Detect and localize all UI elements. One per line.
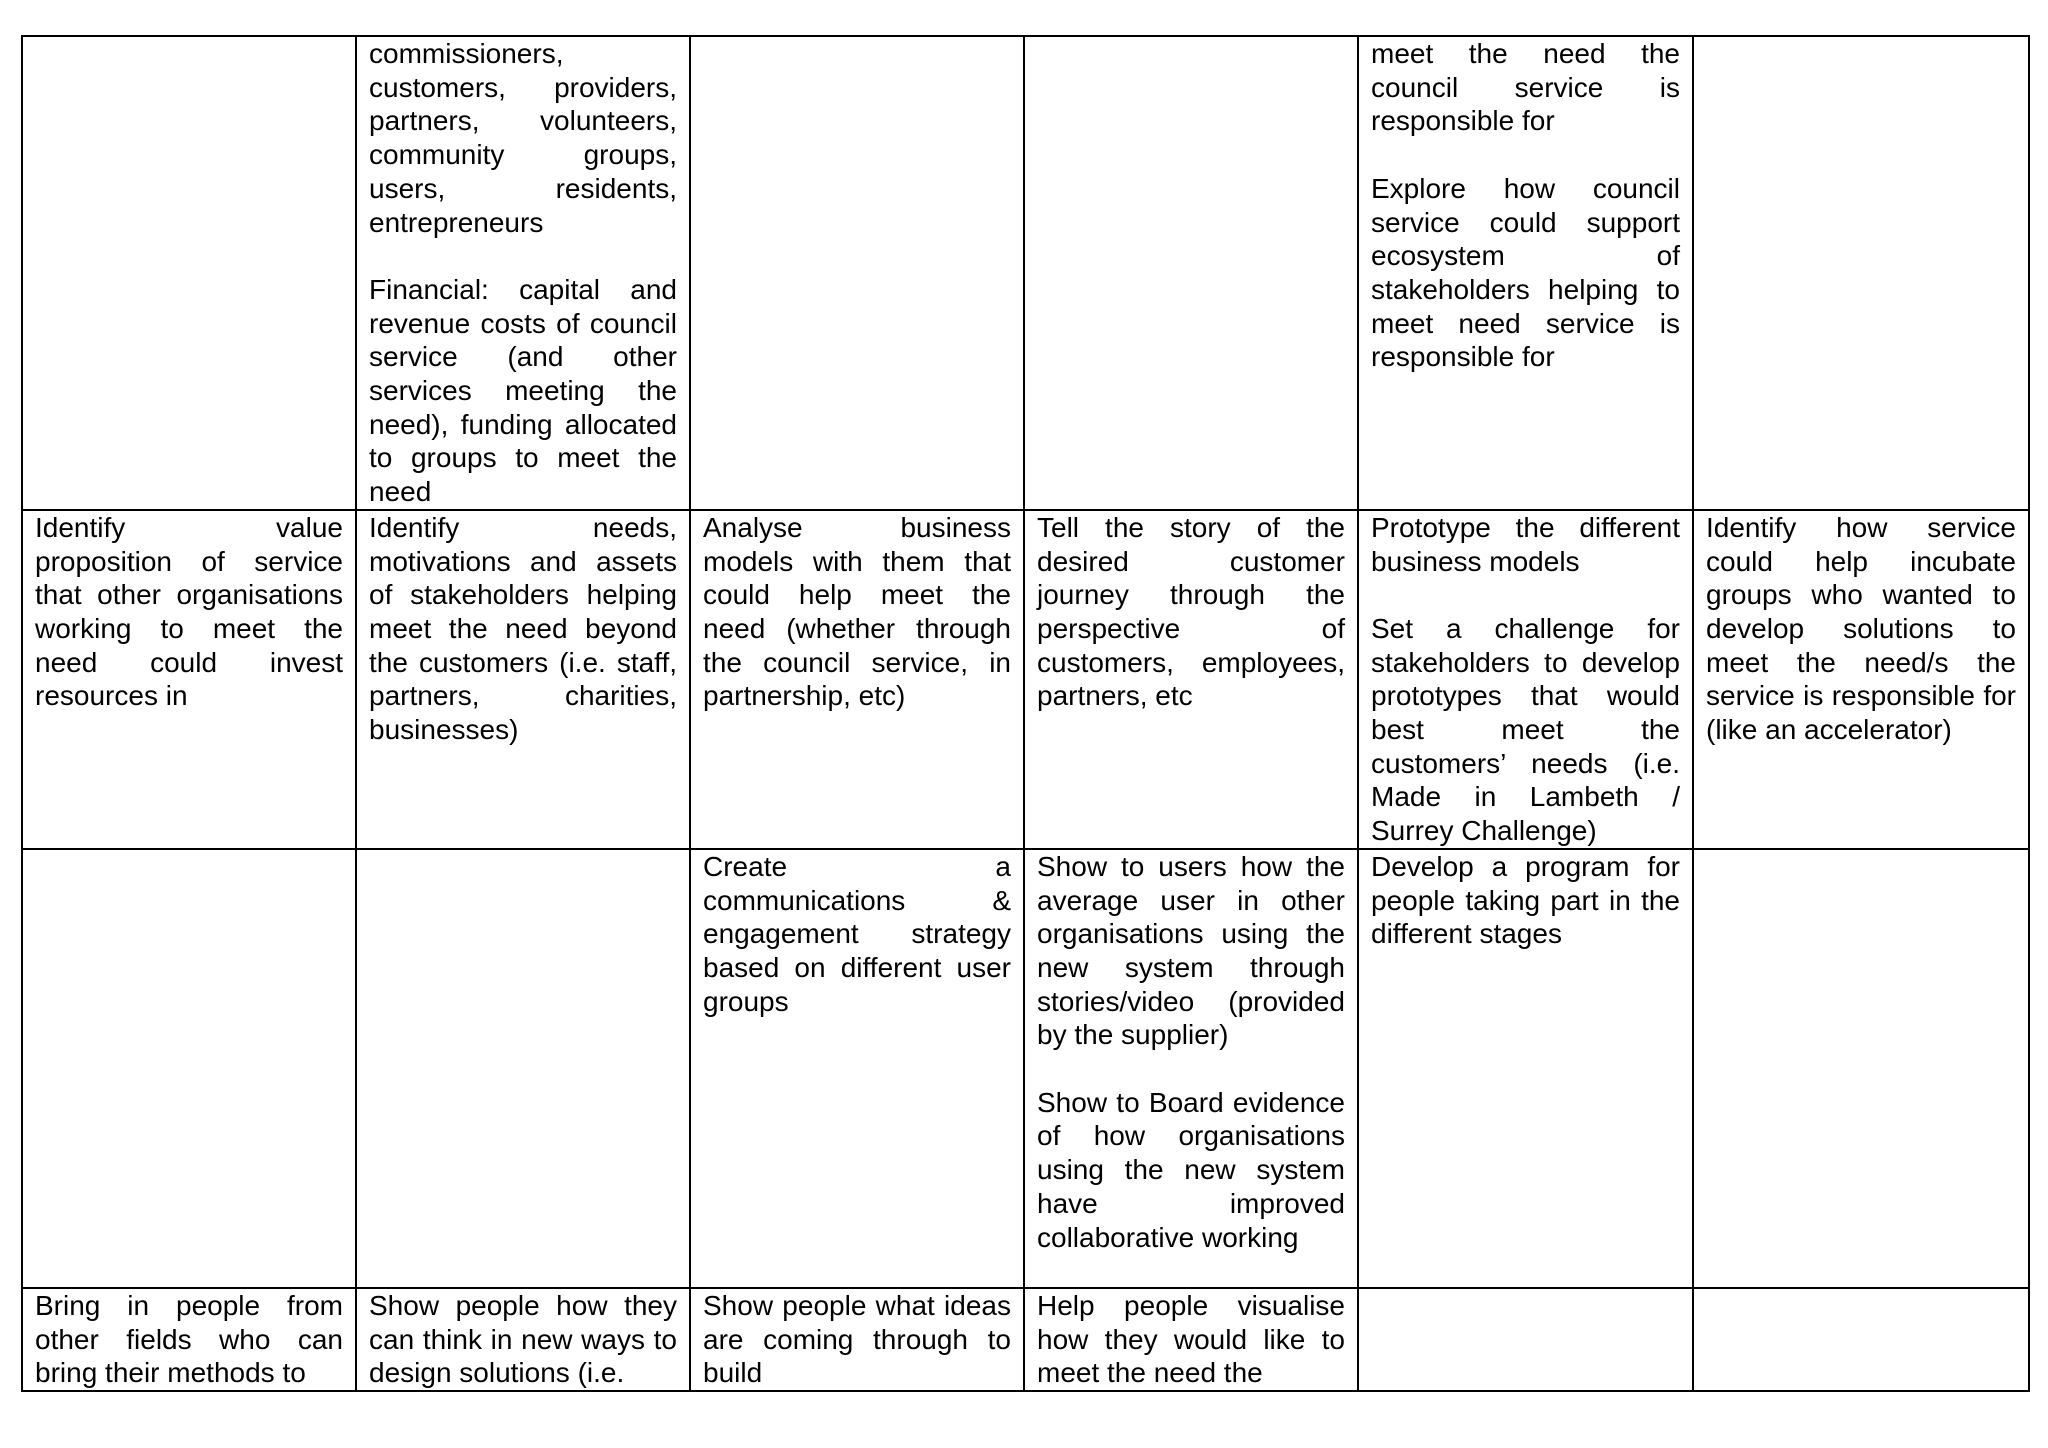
table-row xyxy=(22,36,2029,510)
table-cell xyxy=(1024,849,1358,1288)
table-cell xyxy=(1024,36,1358,510)
cell-paragraph: Prototype the different business models xyxy=(1371,511,1680,577)
table-cell xyxy=(1693,849,2029,1288)
cell-paragraph: Show to users how the average user in other organisations using the new system through stories/video (provided by the supplier) xyxy=(1037,850,1345,1051)
table-cell xyxy=(356,849,690,1288)
cell-paragraph: Bring in people from other fields who can bring their methods to xyxy=(35,1289,343,1389)
cell-paragraph: Help people visualise how they would like to meet the need the xyxy=(1037,1289,1345,1389)
table-cell xyxy=(22,510,356,849)
cell-paragraph: Identify needs, motivations and assets of stakeholders helping meet the need beyond the customers (i.e. staff, partners, charities, businesses) xyxy=(369,511,677,746)
cell-paragraph: meet the need the council service is responsible for xyxy=(1371,38,1680,137)
cell-paragraph: commissioners, customers, providers, partners, volunteers, community groups, users, residents, entrepreneurs xyxy=(369,38,677,238)
table-cell xyxy=(690,849,1024,1288)
table-cell xyxy=(690,1288,1024,1391)
cell-paragraph: Show people what ideas are coming through to build xyxy=(703,1289,1011,1389)
table-cell xyxy=(1693,36,2029,510)
table-cell xyxy=(690,510,1024,849)
table-cell xyxy=(1024,510,1358,849)
table-cell xyxy=(22,36,356,510)
table-cell xyxy=(356,510,690,849)
table-cell xyxy=(1358,36,1693,510)
cell-paragraph: Tell the story of the desired customer journey through the perspective of customers, employees, partners, etc xyxy=(1037,511,1345,712)
planning-table xyxy=(21,35,2030,1392)
cell-paragraph: Financial: capital and revenue costs of council service (and other services meeting the need), funding allocated to groups to meet the need xyxy=(369,273,677,508)
table-cell xyxy=(1358,510,1693,849)
cell-paragraph: Set a challenge for stakeholders to develop prototypes that would best meet the customers’ needs (i.e. Made in Lambeth / Surrey Challenge) xyxy=(1371,612,1680,847)
table-cell xyxy=(1693,510,2029,849)
cell-paragraph: Identify value proposition of service that other organisations working to meet the need could invest resources in xyxy=(35,511,343,712)
cell-paragraph: Show to Board evidence of how organisations using the new system have improved collaborative working xyxy=(1037,1086,1345,1253)
table-row xyxy=(22,849,2029,1288)
table-row xyxy=(22,1288,2029,1391)
cell-paragraph: Explore how council service could support ecosystem of stakeholders helping to meet need service is responsible for xyxy=(1371,172,1680,373)
table-cell xyxy=(1358,1288,1693,1391)
table-cell xyxy=(356,1288,690,1391)
cell-paragraph: Identify how service could help incubate groups who wanted to develop solutions to meet the need/s the service is responsible for (like an accelerator) xyxy=(1706,511,2016,746)
cell-paragraph: Show people how they can think in new ways to design solutions (i.e. xyxy=(369,1289,677,1389)
table-cell xyxy=(356,36,690,510)
table-cell xyxy=(690,36,1024,510)
cell-paragraph: Create a communications & engagement strategy based on different user groups xyxy=(703,850,1011,1017)
table-cell xyxy=(22,849,356,1288)
cell-paragraph: Analyse business models with them that could help meet the need (whether through the council service, in partnership, etc) xyxy=(703,511,1011,712)
cell-paragraph: Develop a program for people taking part in the different stages xyxy=(1371,850,1680,950)
table-cell xyxy=(1358,849,1693,1288)
table-cell xyxy=(1024,1288,1358,1391)
table-cell xyxy=(22,1288,356,1391)
table-cell xyxy=(1693,1288,2029,1391)
table-row xyxy=(22,510,2029,849)
